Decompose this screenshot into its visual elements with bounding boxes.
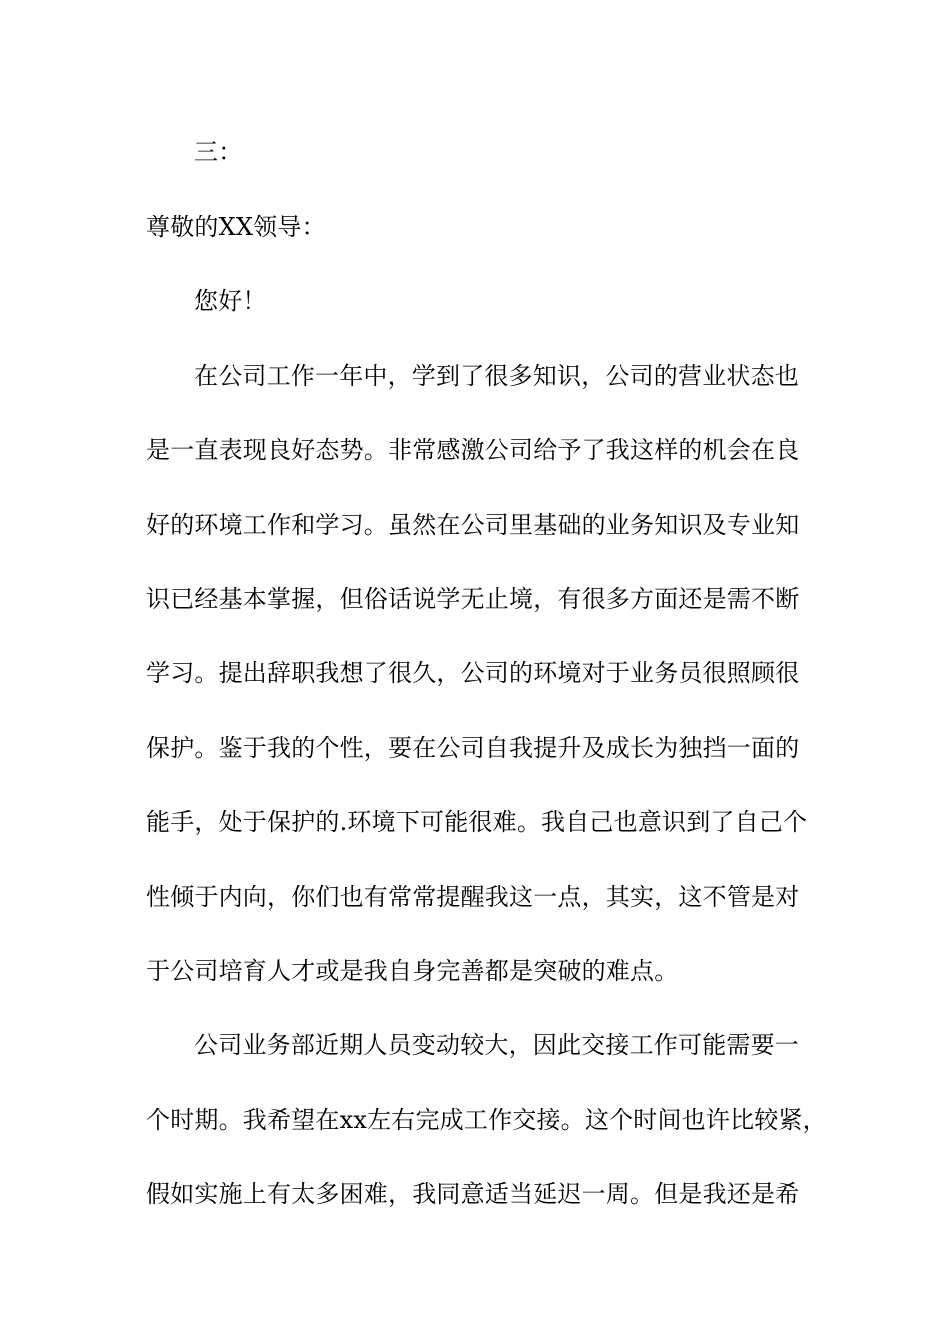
paragraph-line: 能手，处于保护的.环境下可能很难。我自己也意识到了自己个	[146, 808, 808, 836]
paragraph-line: 好的环境工作和学习。虽然在公司里基础的业务知识及专业知	[146, 511, 800, 539]
paragraph-line: 个时期。我希望在xx左右完成工作交接。这个时间也许比较紧，	[146, 1106, 827, 1134]
paragraph-line: 性倾于内向，你们也有常常提醒我这一点，其实，这不管是对	[146, 883, 800, 911]
paragraph-line: 于公司培育人才或是我自身完善都是突破的难点。	[146, 957, 679, 985]
salutation: 尊敬的XX领导：	[146, 213, 326, 241]
paragraph-line: 假如实施上有太多困难，我同意适当延迟一周。但是我还是希	[146, 1180, 800, 1208]
section-heading: 三：	[194, 138, 243, 166]
paragraph-line: 识已经基本掌握，但俗话说学无止境，有很多方面还是需不断	[146, 585, 800, 613]
paragraph-line: 在公司工作一年中，学到了很多知识，公司的营业状态也	[194, 362, 799, 390]
paragraph-line: 学习。提出辞职我想了很久，公司的环境对于业务员很照顾很	[146, 659, 800, 687]
paragraph-line: 是一直表现良好态势。非常感激公司给予了我这样的机会在良	[146, 436, 800, 464]
paragraph-line: 保护。鉴于我的个性，要在公司自我提升及成长为独挡一面的	[146, 734, 800, 762]
greeting: 您好！	[194, 287, 267, 315]
paragraph-line: 公司业务部近期人员变动较大，因此交接工作可能需要一	[194, 1031, 799, 1059]
